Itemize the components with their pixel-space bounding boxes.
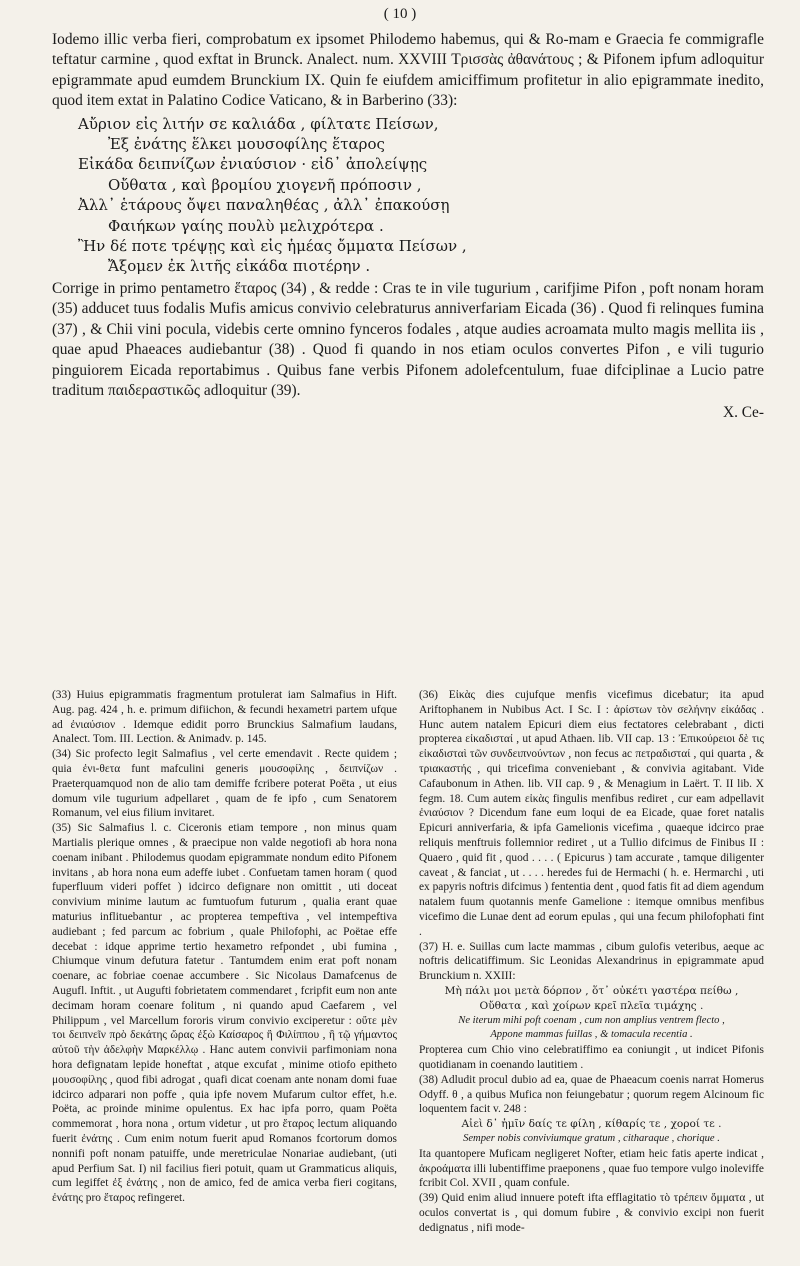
verse-latin: Ne iterum mihi poft coenam , cum non amplius ventrem flecto , (458, 1014, 725, 1026)
greek-verse-line: Ἀλλ᾽ ἑτάρους ὄψει παναληθέας , ἀλλ᾽ ἐπακούσῃ (78, 196, 450, 215)
verse-greek: Οὔθατα , καὶ χοίρων κρεῖ πλεῖα τιμάχης . (479, 999, 704, 1012)
greek-verse-line: Αὔριον εἰς λιτήν σε καλιάδα , φίλτατε Πείσων, (78, 114, 439, 133)
footnotes-right-column (419, 688, 764, 1235)
page-number: ( 10 ) (383, 6, 417, 22)
verse-latin: Semper nobis conviviumque gratum , citharaque , chorique . (463, 1132, 720, 1144)
footnote-36: (36) Εἰκὰς dies cujufque menfis vicefimus dicebatur; ita apud Ariftophanem in Nubibus Act. I Sc. I : ἀρίστων τὸν σελήνην εἰκάδας . Hunc autem natalem Epicuri diem eius fectatores celebrabant , dicti propterea εἰκαδισταί , ut apud Athaen. lib. VII cap. 13 : Ἐπικούρειοι δὲ τις εἰκαδισταὶ τῶν συνδειπνούντων , non fecus ac πετραδισταί , qui quarta , & τριακαστής , qui tricefima conveniebant , & convivia agitabant. Vide Cafaubonum in Athen. lib. VII cap. 9 , & Menagium in Laërt. T. II lib. X fegm. 18. Cum autem εἰκὰς fingulis menfibus rediret , cur eam adpellavit ἐνιαύσιον ? Dicendum fane eum loqui de ea Eicade, quae foret natalis Epicuri anniverfaria, & ipfa Gamelionis vicefima , quaeque idcirco prae reliquis menftruis follemnior rediret , ut a Tullio difcimus de Finibus II : Quaero , quid fit , quod . . . . ( Epicurus ) tam accurate , tamque diligenter caveat , & fanciat , ut . . . . heredes fui de Hermachi ( h. e. Hermarchi , uti ex papyris noftris difcimus ) fententia dent , quod fatis fit ad diem agendum natalem fuum quotannis menfe Gamelione : itemque omnibus menfibus vicefimo die Lunae dent ad eorum epulas , qui una fecum philofophati fint . (419, 689, 764, 938)
greek-verse-line: Ἐξ ἐνάτης ἕλκει μουσοφίλης ἕταρος (108, 135, 385, 154)
footnote-38: (38) Adludit procul dubio ad ea, quae de Phaeacum coenis narrat Homerus Odyff. θ , a quibus Mufica non feiungebatur ; quorum regem Alcinoum fic loquentem facit v. 248 : (419, 1073, 764, 1116)
footnote-38-continued: Ita quantopere Muficam negligeret Nofter, etiam heic fatis aperte indicat , ἀκροάματα illi lubentiffime praeponens , quae fuo tempore vulgo inoleviffe fcribit Col. XVII , quam confule. (419, 1147, 764, 1190)
greek-epigram (52, 114, 764, 277)
footnote-37: (37) H. e. Suillas cum lacte mammas , cibum gulofis veteribus, aeque ac noftris delicatiffimum. Sic Leonidas Alexandrinus in epigrammate apud Brunckium n. XXIII: (419, 940, 764, 983)
footnote-37-continued: Propterea cum Chio vino celebratiffimo ea coniungit , ut indicet Pifonis quotidianam in coenando lautitiem . (419, 1044, 764, 1071)
catchword: X. Ce- (722, 404, 764, 422)
greek-verse-line: Ἄξομεν ἐκ λιτῆς εἰκάδα πιοτέρην . (108, 257, 371, 276)
greek-verse-line: Φαιήκων γαίης πουλὺ μελιχρότερα . (108, 216, 384, 235)
greek-verse-line: Ἢν δέ ποτε τρέψῃς καὶ εἰς ἡμέας ὄμματα Πείσων , (78, 237, 467, 256)
footnotes-left-column (52, 688, 397, 1206)
intro-paragraph: Iodemo illic verba fieri, comprobatum ex ipsomet Philodemo habemus, qui & Ro-mam e Graecia fe commigrafle teftatur carmine , quod exftat in Brunck. Analect. num. XXVIII Τρισσὰς ἀθανάτους ; & Pifonem ipfum adloquitur epigrammate apud eumdem Brunckium IX. Quin fe eiufdem amiciffimum profitetur in alio epigrammate inedito, quod item extat in Palatino Codice Vaticano, & in Barberino (33): (52, 31, 764, 110)
commentary-paragraph: Corrige in primo pentametro ἕταρος (34) , & redde : Cras te in vile tugurium , carifjime Pifon , poft nonam horam (35) adducet tuus fodalis Mufis amicus convivio celebraturus anniverfariam Eicada (36) . Quod fi relinques fumina (37) , & Chii vini pocula, videbis certe omnino fynceros fodales , atque audies acroamata multo magis mellita iis , quae apud Phaeaces audiebantur (38) . Quod fi quando in nos etiam oculos convertes Pifon , e vili tugurio pinguiorem Eicada reportabimus . Quibus fane verbis Pifonem adolefcentulum, fuae difciplinae a Lucio patre traditum παιδεραστικῶς adloquitur (39). (52, 279, 764, 399)
footnote-39: (39) Quid enim aliud innuere poteft ifta efflagitatio τὸ τρέπειν ὄμματα , ut oculos convertat is , qui domum fubire , & convivio excipi non fuerit dedignatus , nifi mode- (419, 1192, 764, 1234)
verse-greek: Μὴ πάλι μοι μετὰ δόρπον , ὅτ᾽ οὐκέτι γαστέρα πείθω , (444, 984, 739, 997)
verse-latin: Appone mammas fuillas , & tomacula recentia . (490, 1029, 693, 1041)
main-text (52, 30, 764, 424)
greek-verse-line: Εἰκάδα δειπνίζων ἐνιαύσιον · εἰδ᾽ ἀπολείψῃς (78, 155, 428, 174)
greek-verse-line: Οὔθατα , καὶ βρομίου χιογενῆ πρόποσιν , (108, 175, 422, 194)
footnote-35: (35) Sic Salmafius l. c. Ciceronis etiam tempore , non minus quam Martialis plerique omnes , & praecipue non valde negotiofi ab hora nona coenam inibant . Philodemus quodam epigrammate nondum edito Pifonem invitans , ab hora nona eum adeffe iubet . Confuetam tamen horam ( quod fuperfluum videri poffet ) idcirco defignare non omittit , uti doceat convivium minime lautum ac fumtuofum futurum , qualia erant quae maturius inflituebantur , ac propterea tempeftiva , vel intempeftiva audiebant ; fed parcum ac fobrium , quale Philofophi, ac Poëtae effe decebat : idque apprime tertio hexametro refpondet , ubi fumina , Chiumque vinum defutura fatetur . Tantumdem enim erat poft nonam coenare, ac fobriae coenae accumbere . Sic Nicolaus Damafcenus de Augufl. Inftit. , ut Augufti fobrietatem commendaret , fcripfit eum non ante decimam horam coenare folitum , ni quando apud Caefarem , vel Philippum , vel Marcellum fororis virum convivio exciperetur : οὔτε μὲν τοι δειπνεῖν πρὸ δεκάτης ὥρας ἐξὼ Καίσαρος ἢ Φιλίππου , ἢ τῷ γήμαντος αὐτοῦ τὴν ἀδελφὴν Μαρκέλλῳ . Hanc autem convivii parfimoniam nona hora defignatam lepide honeftat , atque excufat , minime otiofo epitheto μουσοφίλης , quod fibi adrogat , quafi dicat coenam ante nonam domi fuae idcirco adparari non poffe , quia ipfe novem Mufarum cultor effet, h.e. Poëta, ac proinde minime opulentus. Ex hac ipfa porro, quam Poëta commemorat , hora nona , ortum videtur , ut pro ἕταρος lectum aliquando fuerit ἐνάτης . Cum enim notum fuerit apud Romanos fcortorum domos nonnifi poft nonam patuiffe, unde meretriculae Nonariae audiebant, (uti apud Perfium Sat. I) nil facilius fieri potuit, quam ut Grammaticus aliquis, cum legiffet ἐξ ἐνάτης , non de amico, fed de amica verba fieri cogitans, ἐνάτης pro ἕταρος refingeret. (52, 822, 397, 1205)
footnote-34: (34) Sic profecto legit Salmafius , vel certe emendavit . Recte quidem ; quia ἐνι-θετα funt mafculini generis μουσοφίλης , δειπνίζων . Praeterquamquod non de alio tam demiffe fcribere poterat Poëta , ut eius domum vile tugurium adpellaret , quam de fe ipfo , cum Senatorem Romanum, vel eius filium invitaret. (52, 748, 397, 820)
footnote-33: (33) Huius epigrammatis fragmentum protulerat iam Salmafius in Hift. Aug. pag. 424 , h. e. primum difiichon, & fecundi hexametri partem ufque ad ἐνιαύσιον . Idemque edidit porro Brunckius Salmafium laudans, Analect. Tom. III. Lection. & Animadv. p. 145. (52, 689, 397, 746)
verse-greek: Αἰεὶ δ᾽ ἡμῖν δαίς τε φίλη , κίθαρίς τε , χοροί τε . (461, 1118, 722, 1131)
